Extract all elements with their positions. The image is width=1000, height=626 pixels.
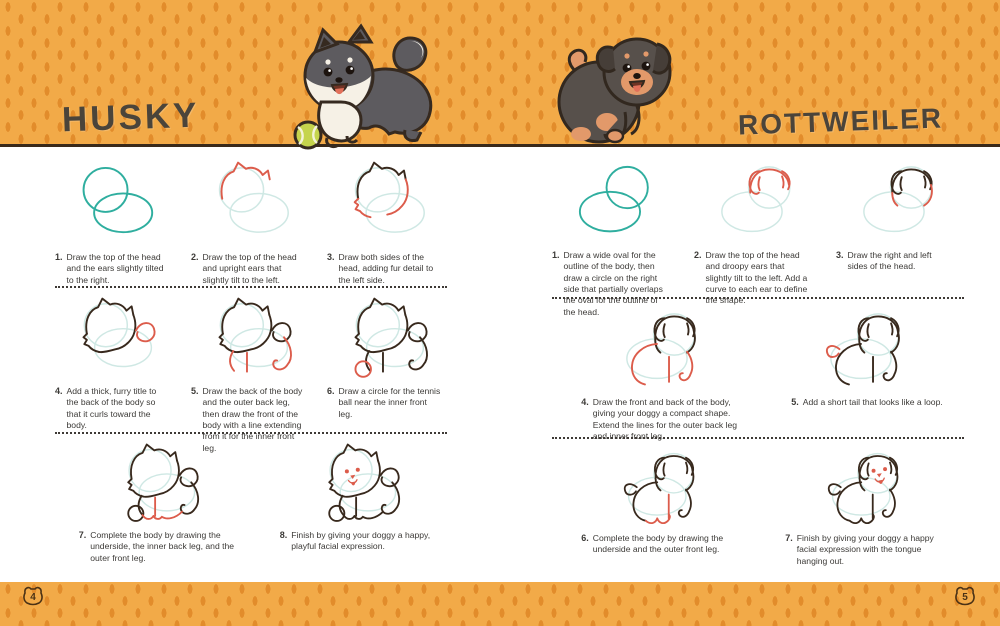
dotted-separator <box>55 286 447 288</box>
step-number: 7. <box>78 530 87 540</box>
husky-steps-row-2 <box>55 296 451 454</box>
step-cell <box>327 296 451 454</box>
rottweiler-step6-drawing <box>575 447 751 529</box>
step-cell <box>779 307 955 442</box>
step-number: 6. <box>327 386 335 396</box>
step-caption <box>55 252 169 286</box>
husky-step4-drawing <box>55 296 179 382</box>
husky-step7-drawing <box>78 442 243 526</box>
step-caption <box>55 386 169 431</box>
step-cell <box>694 160 822 318</box>
step-number: 6. <box>581 533 589 543</box>
husky-steps-row-1 <box>55 160 451 286</box>
step-number: 5. <box>791 397 799 407</box>
rottweiler-steps-row-3 <box>570 447 960 567</box>
step-cell <box>575 447 751 567</box>
step-number: 2. <box>694 250 702 260</box>
rottweiler-step1-drawing <box>552 160 680 246</box>
step-number: 3. <box>836 250 844 260</box>
step-text: Draw the top of the head and upright ears that slightly tilt to the left. <box>202 252 297 285</box>
step-number: 1. <box>552 250 560 260</box>
step-cell <box>836 160 964 318</box>
rottweiler-step2-drawing <box>694 160 822 246</box>
husky-step1-drawing <box>55 160 179 248</box>
husky-steps-row-3 <box>78 442 444 564</box>
husky-step6-drawing <box>327 296 451 382</box>
rottweiler-steps-row-1 <box>552 160 966 318</box>
page-number: 5 <box>962 592 968 603</box>
step-cell <box>191 160 315 286</box>
step-number: 1. <box>55 252 63 262</box>
page-number-badge-left <box>20 585 46 607</box>
dotted-separator <box>55 432 447 434</box>
step-number: 3. <box>327 252 335 262</box>
step-text: Draw the front and back of the body, giving your doggy a compact shape. Extend the lines for the outer back leg and inner front leg. <box>592 397 738 442</box>
dotted-separator <box>552 297 964 299</box>
step-text: Add a thick, furry title to the back of the body so that it curls toward the body. <box>66 386 157 431</box>
step-text: Draw the right and left sides of the head. <box>847 250 932 272</box>
step-text: Finish by giving your doggy a happy facial expression with the tongue hanging out. <box>796 533 934 566</box>
page-number-badge-right <box>952 585 978 607</box>
rottweiler-step5-drawing <box>779 307 955 393</box>
step-caption <box>327 386 441 420</box>
step-cell <box>779 447 955 567</box>
step-cell <box>327 160 451 286</box>
husky-step8-drawing <box>279 442 444 526</box>
step-cell <box>55 160 179 286</box>
step-caption <box>581 533 745 556</box>
step-cell <box>191 296 315 454</box>
step-number: 5. <box>191 386 199 396</box>
step-text: Draw a circle for the tennis ball near the inner front leg. <box>338 386 441 419</box>
step-caption <box>79 530 243 564</box>
rottweiler-steps-row-2 <box>570 307 960 442</box>
step-text: Complete the body by drawing the underside and the outer front leg. <box>592 533 724 555</box>
step-cell <box>55 296 179 454</box>
step-text: Draw the back of the body and the outer back leg, then draw the front of the body with a line extending from it for the inner front leg. <box>202 386 303 453</box>
step-number: 8. <box>279 530 288 540</box>
step-caption <box>280 530 444 553</box>
step-caption <box>785 533 949 567</box>
husky-step3-drawing <box>327 160 451 248</box>
step-text: Draw a wide oval for the outline of the body, then draw a circle on the right side that partially overlaps the oval for the outline of the head. <box>563 250 663 317</box>
page-number: 4 <box>30 592 36 603</box>
step-caption <box>581 397 745 442</box>
step-text: Draw both sides of the head, adding fur detail to the left side. <box>338 252 434 285</box>
step-caption <box>791 397 942 408</box>
step-text: Draw the top of the head and droopy ears that slightly tilt to the left. Add a curve to each ear to define the shape. <box>705 250 808 306</box>
footer-band <box>0 582 1000 626</box>
step-text: Finish by giving your doggy a happy, playful facial expression. <box>291 530 431 552</box>
step-cell <box>552 160 680 318</box>
dotted-separator <box>552 437 964 439</box>
rottweiler-step3-drawing <box>836 160 964 246</box>
step-cell <box>279 442 444 564</box>
step-text: Draw the top of the head and the ears slightly tilted to the right. <box>66 252 164 285</box>
rottweiler-step7-drawing <box>779 447 955 529</box>
husky-illustration <box>287 22 455 155</box>
step-cell <box>575 307 751 442</box>
page-title-husky: HUSKY <box>61 95 201 140</box>
step-text: Add a short tail that looks like a loop. <box>802 397 943 407</box>
page-title-rottweiler: ROTTWEILER <box>737 102 944 141</box>
step-number: 4. <box>581 397 589 407</box>
step-number: 7. <box>785 533 793 543</box>
rottweiler-illustration <box>549 26 685 153</box>
husky-step5-drawing <box>191 296 315 382</box>
tennis-ball-icon <box>295 122 321 148</box>
step-caption <box>191 252 305 286</box>
step-caption <box>836 250 950 273</box>
rottweiler-step4-drawing <box>575 307 751 393</box>
step-text: Complete the body by drawing the underside, the inner back leg, and the outer front leg. <box>90 530 235 563</box>
husky-step2-drawing <box>191 160 315 248</box>
step-caption <box>327 252 441 286</box>
step-cell <box>78 442 243 564</box>
step-number: 4. <box>55 386 63 396</box>
step-number: 2. <box>191 252 199 262</box>
